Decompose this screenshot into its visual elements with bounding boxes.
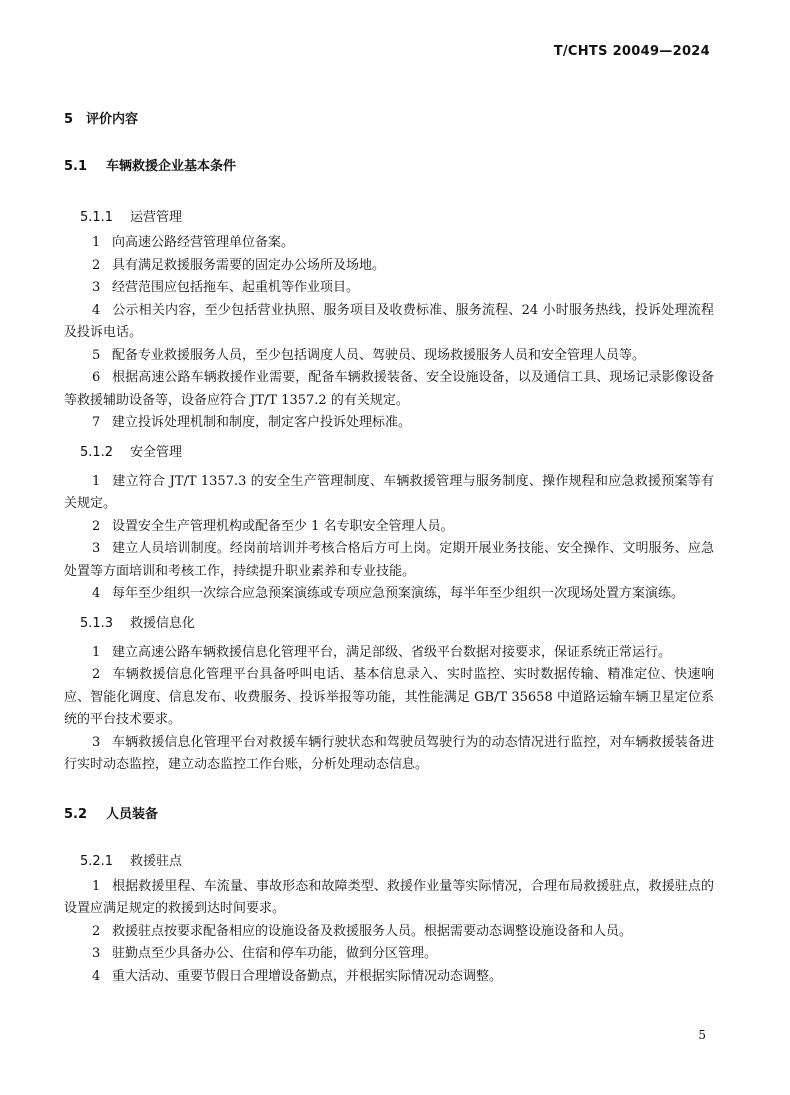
list-item: 3 驻勤点至少具备办公、住宿和停车功能，做到分区管理。	[92, 946, 438, 961]
section-number: 5.1	[64, 159, 88, 174]
subsection-number: 5.2.1	[80, 853, 114, 869]
list-item: 3 车辆救援信息化管理平台对救援车辆行驶状态和驾驶员驾驶行为的动态情况进行监控，对车辆救援装备进行实时动态监控，建立动态监控工作台账，分析处理动态信息。	[64, 734, 714, 772]
list-item: 4 重大活动、重要节假日合理增设备勤点，并根据实际情况动态调整。	[92, 968, 503, 984]
section-title: 评价内容	[86, 112, 139, 127]
section-heading-5-2	[64, 803, 714, 822]
subsection-number: 5.1.1	[80, 210, 114, 225]
list-item: 2 车辆救援信息化管理平台具备呼叫电话、基本信息录入、实时监控、实时数据传输、精准定位、快速响应、智能化调度、信息发布、收费服务、投诉举报等功能，其性能满足 GB/T 35658 中道路运输车辆卫星定位系统的平台技术要求。	[64, 667, 714, 727]
list-item: 1 向高速公路经营管理单位备案。	[92, 235, 295, 250]
subsection-number: 5.1.3	[80, 615, 114, 631]
list-item: 2 设置安全生产管理机构或配备至少 1 名专职安全管理人员。	[92, 518, 454, 534]
page-number: 5	[698, 1028, 706, 1042]
subsection-heading-5-1-1	[64, 208, 714, 228]
list-item: 1 建立符合 JT/T 1357.3 的安全生产管理制度、车辆救援管理与服务制度、操作规程和应急救援预案等有关规定。	[64, 473, 714, 511]
list-item: 4 公示相关内容，至少包括营业执照、服务项目及收费标准、服务流程、24 小时服务热线，投诉处理流程及投诉电话。	[64, 302, 714, 340]
list-item: 3 经营范围应包括拖车、起重机等作业项目。	[92, 280, 360, 295]
list-item: 6 根据高速公路车辆救援作业需要，配备车辆救援装备、安全设施设备，以及通信工具、现场记录影像设备等救援辅助设备等，设备应符合 JT/T 1357.2 的有关规定。	[64, 370, 714, 408]
list-item: 1 根据救援里程、车流量、事故形态和故障类型、救援作业量等实际情况，合理布局救援驻点，救援驻点的设置应满足规定的救援到达时间要求。	[64, 878, 714, 916]
subsection-heading-5-1-3	[64, 614, 714, 634]
subsection-title: 安全管理	[130, 444, 183, 460]
subsection-title: 救援驻点	[130, 853, 183, 869]
section-number: 5.2	[64, 806, 88, 822]
list-item: 7 建立投诉处理机制和制度，制定客户投诉处理标准。	[92, 415, 412, 430]
list-5-2-1	[64, 876, 714, 989]
list-item: 2 具有满足救援服务需要的固定办公场所及场地。	[92, 257, 386, 273]
list-item: 1 建立高速公路车辆救援信息化管理平台，满足部级、省级平台数据对接要求，保证系统正常运行。	[92, 644, 672, 660]
list-item: 2 救援驻点按要求配备相应的设施设备及救援服务人员。根据需要动态调整设施设备和人员。	[92, 923, 633, 939]
standard-code: T/CHTS 20049—2024	[553, 44, 710, 59]
list-5-1-1	[64, 232, 714, 435]
list-item: 5 配备专业救援服务人员，至少包括调度人员、驾驶员、现场救援服务人员和安全管理人员等。	[92, 347, 646, 363]
subsection-heading-5-1-2	[64, 443, 714, 463]
subsection-title: 运营管理	[130, 210, 183, 225]
list-5-1-3	[64, 642, 714, 777]
subsection-title: 救援信息化	[130, 615, 196, 631]
section-title: 车辆救援企业基本条件	[106, 159, 237, 174]
list-item: 4 每年至少组织一次综合应急预案演练或专项应急预案演练，每半年至少组织一次现场处置方案演练。	[92, 586, 685, 601]
section-heading-5-1	[64, 155, 714, 174]
subsection-number: 5.1.2	[80, 444, 114, 460]
document-body	[64, 108, 714, 988]
section-number: 5	[64, 112, 74, 127]
list-item: 3 建立人员培训制度。经岗前培训并考核合格后方可上岗。定期开展业务技能、安全操作、文明服务、应急处置等方面培训和考核工作，持续提升职业素养和专业技能。	[64, 541, 714, 579]
subsection-heading-5-2-1	[64, 852, 714, 872]
list-5-1-2	[64, 471, 714, 606]
section-heading-5	[64, 108, 714, 127]
section-title: 人员装备	[106, 806, 159, 822]
